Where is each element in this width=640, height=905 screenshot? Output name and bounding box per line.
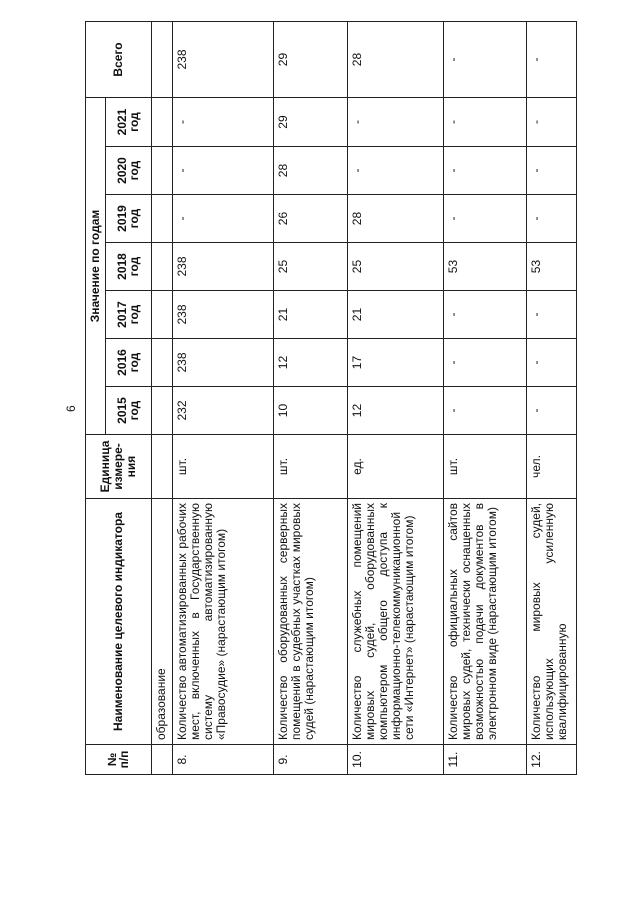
value-2019: -	[172, 195, 274, 243]
indicator-name: Количество служебных помещений мировых судей, оборудованных компьютером общего доступа к информационно-телекоммуникационной сети «Интернет» (нарастающим итогом)	[347, 499, 443, 745]
target-indicators-table-wrapper	[85, 22, 577, 775]
header-year-2016: 2016 год	[105, 339, 151, 387]
value-2017: -	[526, 291, 576, 339]
indicator-name: Количество мировых судей, использующих усиленную квалифицированную	[526, 499, 576, 745]
unit-cell: чел.	[526, 435, 576, 499]
unit-cell: шт.	[274, 435, 347, 499]
value-2020: -	[172, 147, 274, 195]
value-2018: 53	[444, 243, 527, 291]
value-2015	[151, 387, 172, 435]
header-year-2020: 2020 год	[105, 147, 151, 195]
indicator-name: Количество официальных сайтов мировых судей, технически оснащенных возможностью подачи документов в электронном виде (нарастающим итогом)	[444, 499, 527, 745]
unit-cell: шт.	[172, 435, 274, 499]
header-num: № п/п	[86, 745, 152, 775]
value-2019: 26	[274, 195, 347, 243]
value-2021: 29	[274, 98, 347, 147]
target-indicators-table	[85, 21, 577, 775]
header-total: Всего	[86, 22, 152, 98]
header-indicator-name: Наименование целевого индикатора	[86, 499, 152, 745]
value-2018: 25	[274, 243, 347, 291]
indicator-name: образование	[151, 499, 172, 745]
total-cell	[151, 22, 172, 98]
value-2018	[151, 243, 172, 291]
unit-cell: ед.	[347, 435, 443, 499]
row-num	[151, 745, 172, 775]
header-year-2019: 2019 год	[105, 195, 151, 243]
value-2021: -	[347, 98, 443, 147]
table-row	[274, 22, 347, 775]
value-2020	[151, 147, 172, 195]
row-num: 12.	[526, 745, 576, 775]
table-row	[526, 22, 576, 775]
value-2019	[151, 195, 172, 243]
value-2019: 28	[347, 195, 443, 243]
header-year-2015: 2015 год	[105, 387, 151, 435]
value-2021: -	[526, 98, 576, 147]
value-2016: -	[444, 339, 527, 387]
value-2016	[151, 339, 172, 387]
value-2015: 12	[347, 387, 443, 435]
value-2020: -	[347, 147, 443, 195]
row-num: 8.	[172, 745, 274, 775]
value-2021: -	[444, 98, 527, 147]
value-2019: -	[526, 195, 576, 243]
value-2017: 21	[274, 291, 347, 339]
value-2017: -	[444, 291, 527, 339]
row-num: 9.	[274, 745, 347, 775]
header-year-2021: 2021 год	[105, 98, 151, 147]
value-2020: -	[444, 147, 527, 195]
table-row	[172, 22, 274, 775]
table-row	[347, 22, 443, 775]
value-2016: 17	[347, 339, 443, 387]
value-2021: -	[172, 98, 274, 147]
row-num: 10.	[347, 745, 443, 775]
total-cell: -	[526, 22, 576, 98]
table-row	[151, 22, 172, 775]
value-2018: 25	[347, 243, 443, 291]
value-2016: 12	[274, 339, 347, 387]
header-year-2017: 2017 год	[105, 291, 151, 339]
value-2017: 21	[347, 291, 443, 339]
total-cell: 29	[274, 22, 347, 98]
value-2015: -	[526, 387, 576, 435]
value-2021	[151, 98, 172, 147]
value-2015: 10	[274, 387, 347, 435]
value-2017	[151, 291, 172, 339]
indicator-name: Количество оборудованных серверных помещений в судебных участках мировых судей (нарастающим итогом)	[274, 499, 347, 745]
header-unit: Единица измере-ния	[86, 435, 152, 499]
unit-cell: шт.	[444, 435, 527, 499]
header-year-2018: 2018 год	[105, 243, 151, 291]
value-2018: 53	[526, 243, 576, 291]
value-2015: -	[444, 387, 527, 435]
value-2016: 238	[172, 339, 274, 387]
value-2019: -	[444, 195, 527, 243]
page-number: 6	[64, 405, 78, 412]
value-2015: 232	[172, 387, 274, 435]
row-num: 11.	[444, 745, 527, 775]
value-2018: 238	[172, 243, 274, 291]
header-values-by-years: Значение по годам	[86, 98, 106, 435]
value-2017: 238	[172, 291, 274, 339]
unit-cell	[151, 435, 172, 499]
total-cell: 28	[347, 22, 443, 98]
table-row	[444, 22, 527, 775]
value-2016: -	[526, 339, 576, 387]
indicator-name: Количество автоматизированных рабочих мест, включенных в Государственную систему автоматизированную «Правосудие» (нарастающим итогом)	[172, 499, 274, 745]
total-cell: 238	[172, 22, 274, 98]
total-cell: -	[444, 22, 527, 98]
value-2020: -	[526, 147, 576, 195]
value-2020: 28	[274, 147, 347, 195]
